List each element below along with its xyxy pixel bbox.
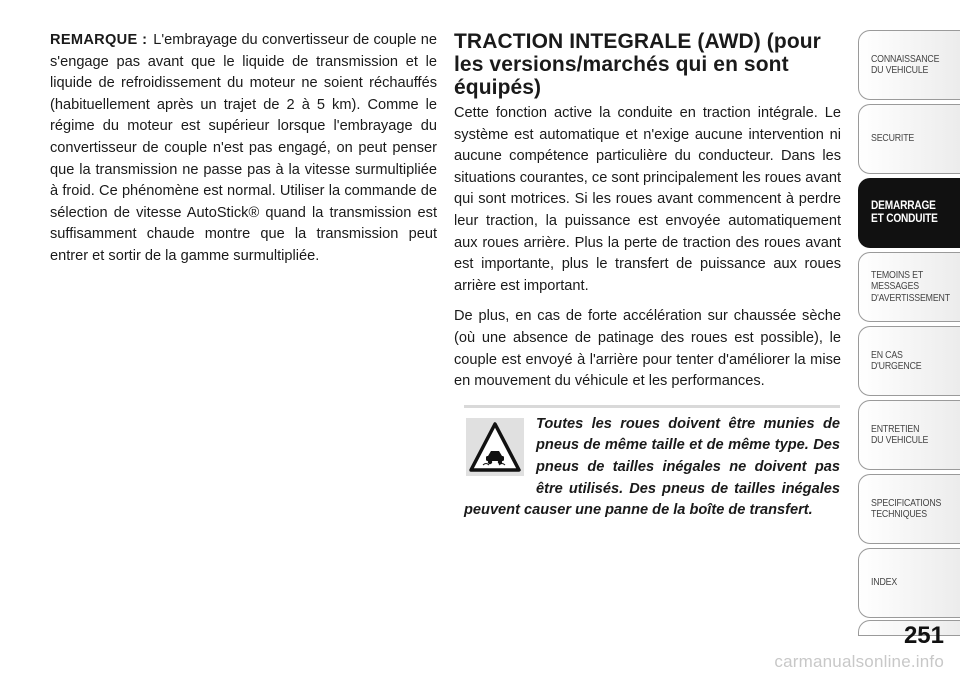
- tab-en-cas-d-urgence[interactable]: [858, 326, 960, 396]
- awd-paragraph-2: De plus, en cas de forte accélération sur chaussée sèche (où une absence de patinage des roues est possible), le couple est envoyé à l'arrière pour tenter d'améliorer la mise en mouvement du véhicule et les performances.: [454, 308, 841, 390]
- warning-text: Toutes les roues doivent être munies de pneus de même taille et de même type. Des pneus de tailles inégales ne doivent pas être utilisés. Des pneus de tailles inégales peuvent causer une panne de la boîte de transfert.: [464, 415, 840, 519]
- tab-label: INDEX: [871, 577, 898, 589]
- watermark: carmanualsonline.info: [774, 652, 944, 671]
- warning-box: [464, 405, 840, 522]
- tab-temoins-et-messages[interactable]: [858, 252, 960, 322]
- remark-paragraph: [50, 30, 437, 268]
- remark-label: REMARQUE :: [50, 32, 148, 48]
- chapter-tabs: [858, 30, 960, 622]
- remark-column: [50, 30, 437, 268]
- tab-label: ENTRETIEN DU VEHICULE: [871, 423, 929, 446]
- tab-index[interactable]: [858, 548, 960, 618]
- remark-text: L'embrayage du convertisseur de couple ne s'engage pas avant que le liquide de transmission et le liquide de refroidissement du moteur ne soient réchauffés (habituellement après un trajet de 2 à 5 km). Comme le régime du moteur est supérieur lorsque l'embrayage du convertisseur de couple n'est pas engagé, on peut penser que la transmission ne passe pas à la vitesse surmultipliée à froid. Ce phénomène est normal. Utiliser la commande de sélection de vitesse AutoStick® quand la transmission est suffisamment chaude montre que la transmission peut entrer et sortir de la gamme surmultipliée.: [50, 32, 437, 264]
- tab-entretien-du-vehicule[interactable]: [858, 400, 960, 470]
- tab-label: DEMARRAGE ET CONDUITE: [871, 200, 938, 225]
- warning-car-icon: [466, 418, 524, 476]
- tab-label: SPECIFICATIONS TECHNIQUES: [871, 497, 942, 520]
- awd-section: [454, 30, 841, 522]
- tab-label: CONNAISSANCE DU VEHICULE: [871, 53, 940, 76]
- tab-label: SECURITE: [871, 133, 915, 145]
- tab-specifications-techniques[interactable]: [858, 474, 960, 544]
- tab-label: TEMOINS ET MESSAGES D'AVERTISSEMENT: [871, 269, 950, 304]
- awd-paragraph-1: Cette fonction active la conduite en traction intégrale. Le système est automatique et n'exige aucune intervention ni aucune compétence particulière du conducteur. Dans les situations courantes, ce sont principalement les roues avant qui sont motrices. Si les roues avant commencent à perdre leur traction, la puissance est envoyée automatiquement aux roues arrière. Plus la perte de traction des roues avant est importante, plus le transfert de puissance aux roues arrière est important.: [454, 105, 841, 294]
- section-title: TRACTION INTEGRALE (AWD) (pour les versions/marchés qui en sont équipés): [454, 30, 821, 99]
- tab-label: EN CAS D'URGENCE: [871, 349, 922, 372]
- tab-connaissance-du-vehicule[interactable]: [858, 30, 960, 100]
- tab-securite[interactable]: [858, 104, 960, 174]
- page-number: 251: [903, 622, 944, 649]
- tab-demarrage-et-conduite[interactable]: [858, 178, 960, 248]
